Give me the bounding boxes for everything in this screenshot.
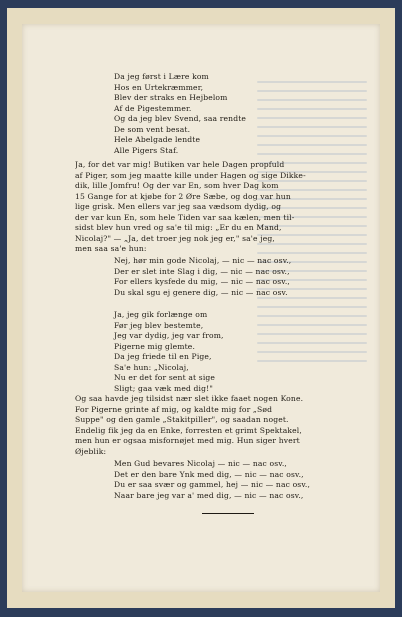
prose-line: 15 Gange for at kjøbe for 2 Øre Sæbe, og dog var hun	[75, 191, 291, 201]
verse-line: Nu er det for sent at sige	[114, 373, 216, 382]
verse-line: Du er saa svær og gammel, hej — nic — nac osv.,	[114, 480, 311, 489]
verse-line: Du skal sgu ej genere dig, — nic — nac osv.	[114, 287, 288, 297]
prose-line: Øjeblik:	[75, 446, 107, 456]
prose-line: men hun er ogsaa misfornøjet med mig. Hun siger hvert	[75, 436, 300, 445]
verse-line: Hele Abelgade lendte	[114, 135, 201, 144]
prose-line: Endelig fik jeg da en Enke, forresten et grimt Spektakel,	[75, 425, 302, 435]
verse-line: For ellers kysfede du mig, — nic — nac osv.,	[114, 277, 290, 286]
verse-line: Hos en Urtekræmmer,	[114, 82, 204, 92]
verse-line: Nej, hør min gode Nicolaj, — nic — nac osv.,	[114, 256, 292, 265]
prose-line: men saa sa'e hun:	[75, 244, 147, 253]
verse-line: Da jeg friede til en Pige,	[114, 352, 212, 361]
refrain-2	[114, 459, 310, 501]
verse-line: Sligt; gaa væk med dig!"	[114, 383, 213, 393]
verse-line: Sa'e hun: „Nicolaj,	[114, 362, 189, 372]
refrain-1	[114, 256, 291, 298]
prose-line: der var kun En, som hele Tiden var saa kælen, men til-	[75, 212, 295, 222]
verse-line: Alle Pigers Staf.	[114, 145, 179, 155]
verse-line: Men Gud bevares Nicolaj — nic — nac osv.,	[114, 459, 287, 468]
prose-line: sidst blev hun vred og sa'e til mig: „Er du en Mand,	[75, 223, 282, 232]
stanza-1	[114, 72, 246, 156]
end-rule	[202, 513, 254, 514]
verse-line: Jeg var dydig, jeg var from,	[114, 331, 224, 340]
song-page	[22, 24, 380, 592]
verse-line: Af de Pigestemmer.	[114, 103, 192, 113]
verse-line: Der er slet inte Slag i dig, — nic — nac osv.,	[114, 266, 290, 276]
verse-line: Og da jeg blev Svend, saa rendte	[114, 114, 247, 123]
prose-line: Og saa havde jeg tilsidst nær slet ikke faaet nogen Kone.	[75, 394, 304, 403]
paragraph-2	[75, 394, 360, 457]
stanza-2	[114, 310, 224, 394]
prose-line: Ja, for det var mig! Butiken var hele Dagen propfuld	[75, 160, 285, 169]
paragraph-1	[75, 160, 360, 255]
prose-line: Suppe" og den gamle „Stakitpiller", og saadan noget.	[75, 415, 289, 424]
verse-line: Før jeg blev bestemte,	[114, 320, 204, 330]
verse-line: Naar bare jeg var a' med dig, — nic — nac osv.,	[114, 490, 304, 500]
verse-line: Da jeg først i Lære kom	[114, 72, 209, 81]
prose-line: lige grisk. Men ellers var jeg saa vædsom dydig, og	[75, 202, 282, 211]
verse-line: Det er den bare Ynk med dig, — nic — nac osv.,	[114, 469, 304, 479]
prose-line: Nicolaj?" — „Ja, det troer jeg nok jeg er," sa'e jeg,	[75, 233, 275, 243]
verse-line: Pigerne mig glemte.	[114, 341, 196, 351]
prose-line: af Piger, som jeg maatte kille under Hagen og sige Dikke-	[75, 170, 306, 180]
verse-line: Blev der straks en Hejbelom	[114, 93, 228, 102]
prose-line: For Pigerne grinte af mig, og kaldte mig for „Sød	[75, 404, 273, 414]
verse-line: Ja, jeg gik forlænge om	[114, 310, 208, 319]
prose-line: dik, lille Jomfru! Og der var En, som hver Dag kom	[75, 181, 279, 190]
verse-line: De som vent besat.	[114, 124, 191, 134]
